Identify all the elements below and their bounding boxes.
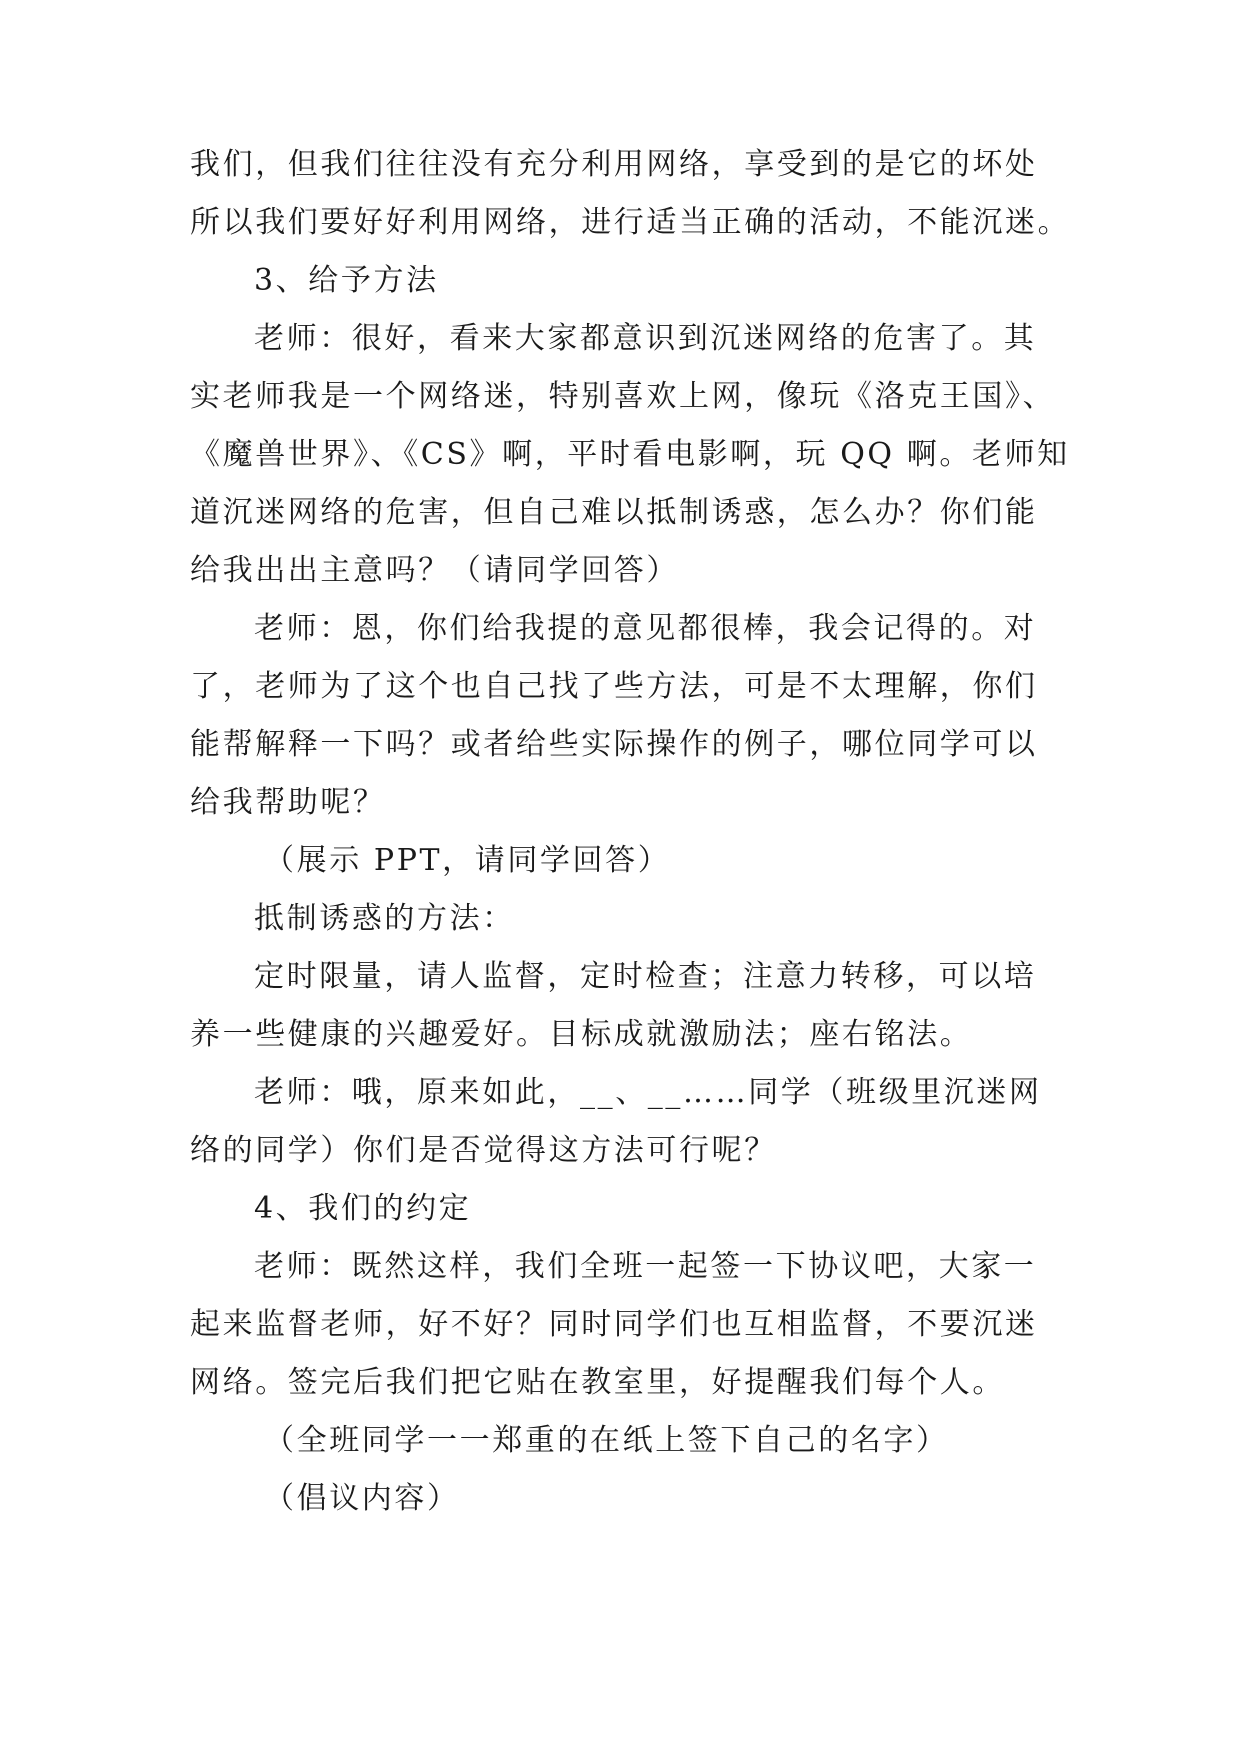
text-line: 我们，但我们往往没有充分利用网络，享受到的是它的坏处 bbox=[190, 147, 1038, 182]
text-line: 道沉迷网络的危害，但自己难以抵制诱惑，怎么办？你们能 bbox=[190, 495, 1038, 530]
text-line: 络的同学）你们是否觉得这方法可行呢？ bbox=[190, 1133, 777, 1168]
text-line: 老师：既然这样，我们全班一起签一下协议吧，大家一 bbox=[254, 1249, 1037, 1284]
text-line: 了，老师为了这个也自己找了些方法，可是不太理解，你们 bbox=[190, 669, 1038, 704]
text-line: 老师：很好，看来大家都意识到沉迷网络的危害了。其 bbox=[254, 321, 1037, 356]
text-line: 定时限量，请人监督，定时检查；注意力转移，可以培 bbox=[254, 959, 1037, 994]
text-line: 能帮解释一下吗？或者给些实际操作的例子，哪位同学可以 bbox=[190, 727, 1038, 762]
text-line: 实老师我是一个网络迷，特别喜欢上网，像玩《洛克王国》、 bbox=[190, 379, 1056, 414]
text-line: 老师：恩，你们给我提的意见都很棒，我会记得的。对 bbox=[254, 611, 1037, 646]
text-line: 网络。签完后我们把它贴在教室里，好提醒我们每个人。 bbox=[190, 1365, 1005, 1400]
text-line: 给我出出主意吗？（请同学回答） bbox=[190, 553, 679, 588]
text-line: 《魔兽世界》、《CS》啊，平时看电影啊，玩 QQ 啊。老师知 bbox=[190, 437, 1070, 472]
text-line: 起来监督老师，好不好？同时同学们也互相监督，不要沉迷 bbox=[190, 1307, 1038, 1342]
text-line: （展示 PPT，请同学回答） bbox=[264, 843, 671, 878]
text-line: 所以我们要好好利用网络，进行适当正确的活动，不能沉迷。 bbox=[190, 205, 1071, 240]
text-line: （倡议内容） bbox=[264, 1481, 460, 1516]
text-line: 抵制诱惑的方法： bbox=[254, 901, 515, 936]
text-line: 老师：哦，原来如此，__、__……同学（班级里沉迷网 bbox=[254, 1075, 1042, 1110]
text-line: 给我帮助呢？ bbox=[190, 785, 386, 820]
text-line: （全班同学一一郑重的在纸上签下自己的名字） bbox=[264, 1423, 949, 1458]
section-heading: 3、给予方法 bbox=[254, 263, 439, 298]
text-line: 养一些健康的兴趣爱好。目标成就激励法；座右铭法。 bbox=[190, 1017, 973, 1052]
section-heading: 4、我们的约定 bbox=[254, 1191, 472, 1226]
